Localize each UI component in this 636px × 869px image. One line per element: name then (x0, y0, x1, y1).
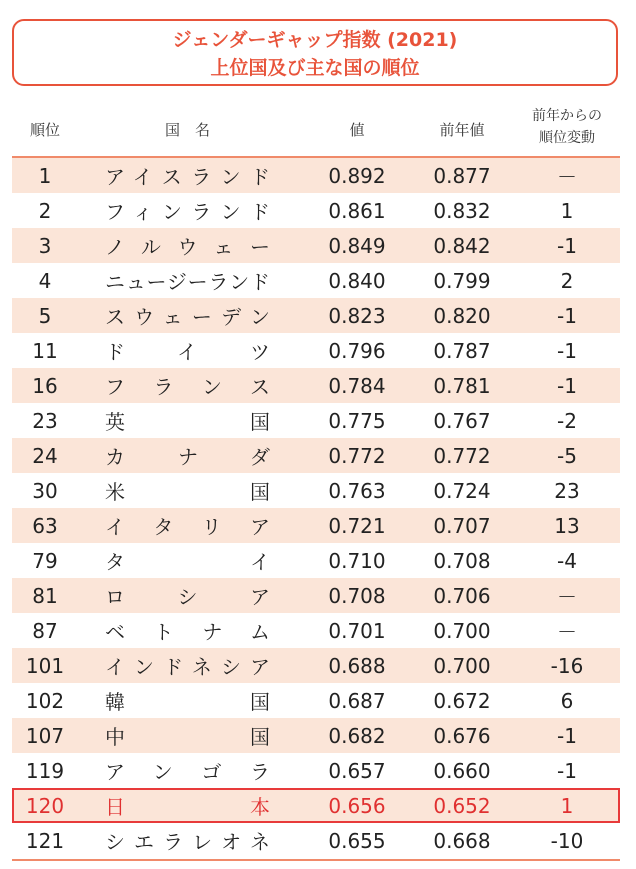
table-row (12, 158, 620, 193)
rank-cell: 3 (38, 233, 52, 258)
rank-change-cell: -1 (557, 303, 577, 328)
table-row (12, 823, 620, 858)
title-box (12, 19, 618, 86)
country-name-cell: タイ (105, 550, 270, 574)
ranking-table (12, 158, 620, 858)
rank-cell: 107 (25, 723, 65, 748)
rank-change-cell: -1 (557, 723, 577, 748)
prev-value-cell: 0.672 (433, 688, 491, 713)
value-cell: 0.655 (328, 828, 386, 853)
prev-value-cell: 0.842 (433, 233, 491, 258)
table-row (12, 718, 620, 753)
header-change-line1: 前年からの (532, 108, 602, 124)
rank-cell: 101 (25, 653, 65, 678)
prev-value-cell: 0.660 (433, 758, 491, 783)
rank-change-cell: -16 (550, 653, 584, 678)
table-row (12, 508, 620, 543)
footer-divider (12, 859, 620, 861)
rank-cell: 4 (38, 268, 52, 293)
header-prev: 前年値 (439, 121, 485, 139)
prev-value-cell: 0.700 (433, 618, 491, 643)
value-cell: 0.763 (328, 478, 386, 503)
rank-cell: 1 (38, 163, 52, 188)
prev-value-cell: 0.772 (433, 443, 491, 468)
country-name-cell: アイスランド (105, 165, 270, 189)
rank-cell: 121 (25, 828, 65, 853)
rank-cell: 11 (32, 338, 58, 363)
table-row-highlighted (12, 788, 620, 823)
table-row (12, 473, 620, 508)
value-cell: 0.849 (328, 233, 386, 258)
value-cell: 0.656 (328, 793, 386, 818)
header-value: 値 (349, 121, 365, 139)
country-name-cell: 米国 (105, 480, 270, 504)
rank-change-cell: -5 (557, 443, 577, 468)
prev-value-cell: 0.799 (433, 268, 491, 293)
country-name-cell: フィンランド (105, 200, 270, 224)
country-name-cell: フランス (105, 375, 270, 399)
country-name-cell: インドネシア (105, 655, 270, 679)
rank-cell: 24 (32, 443, 58, 468)
country-name-cell: アンゴラ (105, 760, 270, 784)
value-cell: 0.861 (328, 198, 386, 223)
rank-cell: 5 (38, 303, 52, 328)
table-row (12, 648, 620, 683)
value-cell: 0.784 (328, 373, 386, 398)
rank-change-cell: -2 (557, 408, 577, 433)
rank-change-cell: 1 (560, 198, 574, 223)
rank-change-cell: -1 (557, 373, 577, 398)
rank-change-cell: -1 (557, 233, 577, 258)
value-cell: 0.796 (328, 338, 386, 363)
table-row (12, 263, 620, 298)
country-name-cell: 日本 (105, 795, 270, 819)
value-cell: 0.688 (328, 653, 386, 678)
value-cell: 0.701 (328, 618, 386, 643)
prev-value-cell: 0.832 (433, 198, 491, 223)
rank-cell: 30 (32, 478, 58, 503)
rank-change-cell: -1 (557, 758, 577, 783)
prev-value-cell: 0.676 (433, 723, 491, 748)
table-row (12, 578, 620, 613)
table-row (12, 613, 620, 648)
table-row (12, 193, 620, 228)
rank-change-cell: － (557, 585, 577, 609)
table-row (12, 438, 620, 473)
rank-change-cell: － (557, 165, 577, 189)
rank-change-cell: -10 (550, 828, 584, 853)
country-name-cell: カナダ (105, 445, 270, 469)
prev-value-cell: 0.706 (433, 583, 491, 608)
prev-value-cell: 0.781 (433, 373, 491, 398)
prev-value-cell: 0.707 (433, 513, 491, 538)
prev-value-cell: 0.787 (433, 338, 491, 363)
country-name-cell: イタリア (105, 515, 270, 539)
country-name-cell: ニュージーランド (105, 270, 270, 294)
rank-change-cell: 6 (560, 688, 574, 713)
title-line-2: 上位国及び主な国の順位 (210, 57, 420, 79)
rank-change-cell: － (557, 620, 577, 644)
rank-cell: 16 (32, 373, 58, 398)
rank-cell: 87 (32, 618, 58, 643)
prev-value-cell: 0.877 (433, 163, 491, 188)
value-cell: 0.721 (328, 513, 386, 538)
table-row (12, 543, 620, 578)
rank-change-cell: 13 (554, 513, 580, 538)
header-change (512, 105, 622, 149)
value-cell: 0.772 (328, 443, 386, 468)
value-cell: 0.710 (328, 548, 386, 573)
rank-change-cell: -4 (557, 548, 577, 573)
table-row (12, 753, 620, 788)
prev-value-cell: 0.700 (433, 653, 491, 678)
rank-cell: 81 (32, 583, 58, 608)
country-name-cell: シエラレオネ (105, 830, 270, 854)
country-name-cell: ドイツ (105, 340, 270, 364)
prev-value-cell: 0.724 (433, 478, 491, 503)
rank-change-cell: 23 (554, 478, 580, 503)
rank-change-cell: -1 (557, 338, 577, 363)
value-cell: 0.708 (328, 583, 386, 608)
table-row (12, 298, 620, 333)
table-row (12, 333, 620, 368)
value-cell: 0.775 (328, 408, 386, 433)
table-row (12, 228, 620, 263)
rank-cell: 120 (25, 793, 65, 818)
value-cell: 0.823 (328, 303, 386, 328)
country-name-cell: ノルウェー (105, 235, 270, 259)
value-cell: 0.657 (328, 758, 386, 783)
prev-value-cell: 0.820 (433, 303, 491, 328)
value-cell: 0.840 (328, 268, 386, 293)
country-name-cell: 英国 (105, 410, 270, 434)
prev-value-cell: 0.652 (433, 793, 491, 818)
header-change-line2: 順位変動 (539, 130, 595, 146)
rank-cell: 102 (25, 688, 65, 713)
rank-cell: 23 (32, 408, 58, 433)
country-name-cell: ベトナム (105, 620, 270, 644)
header-rank: 順位 (29, 121, 60, 139)
table-header (12, 105, 622, 155)
country-name-cell: スウェーデン (105, 305, 270, 329)
prev-value-cell: 0.708 (433, 548, 491, 573)
prev-value-cell: 0.668 (433, 828, 491, 853)
table-row (12, 683, 620, 718)
title-line-1: ジェンダーギャップ指数 (2021) (172, 29, 458, 51)
rank-cell: 2 (38, 198, 52, 223)
table-row (12, 368, 620, 403)
prev-value-cell: 0.767 (433, 408, 491, 433)
rank-change-cell: 1 (560, 793, 574, 818)
country-name-cell: ロシア (105, 585, 270, 609)
rank-cell: 63 (32, 513, 58, 538)
value-cell: 0.682 (328, 723, 386, 748)
country-name-cell: 韓国 (105, 690, 270, 714)
rank-cell: 79 (32, 548, 58, 573)
table-row (12, 403, 620, 438)
value-cell: 0.892 (328, 163, 386, 188)
header-name: 国 名 (164, 121, 210, 139)
rank-change-cell: 2 (560, 268, 574, 293)
country-name-cell: 中国 (105, 725, 270, 749)
rank-cell: 119 (25, 758, 65, 783)
value-cell: 0.687 (328, 688, 386, 713)
